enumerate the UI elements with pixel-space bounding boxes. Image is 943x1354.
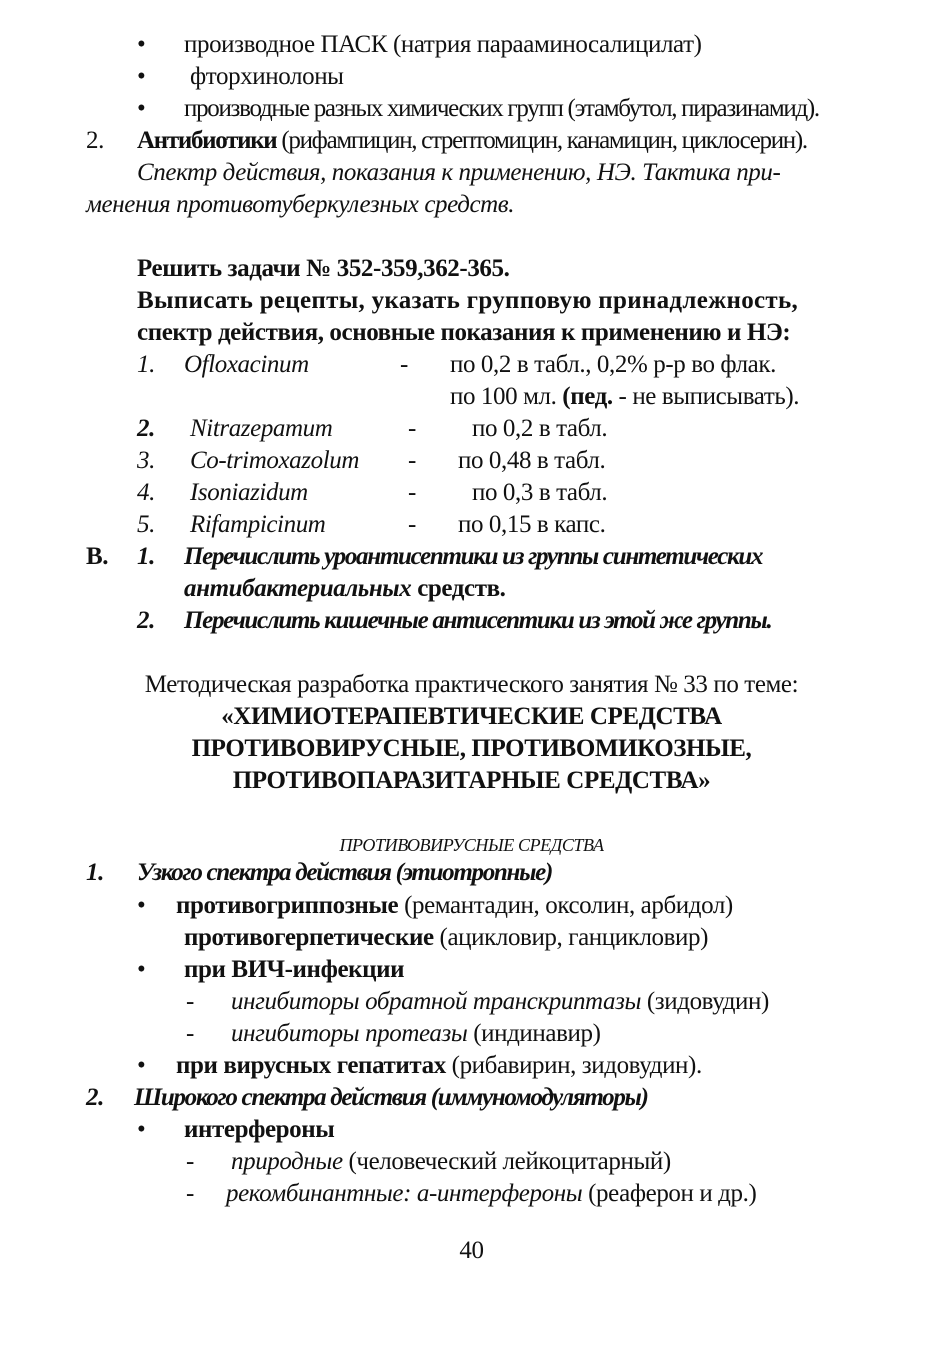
dash-icon: - [186,1148,194,1175]
recipe-name: Nitrazepamum [190,415,333,442]
task-solve: Решить задачи № 352-359,362-365. [137,255,510,282]
recipe-dose-extra [450,382,799,412]
dash-icon: - [186,1020,194,1047]
lesson-title: ПРОТИВОПАРАЗИТАРНЫЕ СРЕДСТВА» [232,767,711,794]
bold-text: средств. [411,575,506,602]
drug-list: (ремантадин, оксолин, арбидол) [398,892,733,919]
recipe-name: Rifampicinum [190,511,326,538]
drug-class [176,1051,702,1081]
bold-text: при вирусных гепатитах [176,1052,446,1079]
section-b-item: Перечислить кишечные антисептики из этой же группы. [184,607,772,634]
dash-icon: - [186,988,194,1015]
item-number: 1. [137,543,155,570]
drug-list: (ацикловир, ганцикловир) [433,924,709,951]
italic-text: Спектр действия, показания к применению, НЭ. Тактика при- [137,159,781,186]
item-number: 2. [86,1084,104,1111]
bold-text: противогриппозные [176,892,399,919]
bullet-icon: • [137,956,146,983]
antibiotics-line [137,126,807,156]
drug-class [176,891,733,921]
list-item: производное ПАСК (натрия парааминосалицилат) [184,31,702,58]
bullet-icon: • [137,1052,146,1079]
drug-subclass [226,1179,756,1209]
italic-text: менения противотуберкулезных средств. [86,191,515,218]
bullet-icon: • [137,1116,146,1143]
recipe-number: 1. [137,351,155,378]
task-prescribe: спектр действия, основные показания к применению и НЭ: [137,319,791,346]
drug-subclass [231,1019,601,1049]
task-prescribe: Выписать рецепты, указать групповую принадлежность, [137,287,799,314]
recipe-dash: - [408,511,416,538]
bullet-icon: • [137,95,146,122]
recipe-number: 3. [137,447,155,474]
recipe-dash: - [408,479,416,506]
recipe-dash: - [408,415,416,442]
item-number: 2. [86,127,104,154]
recipe-dose: по 0,2 в табл., 0,2% р-р во флак. [450,351,776,378]
list-item: производные разных химических групп (этамбутол, пиразинамид). [184,95,819,122]
bullet-icon: • [137,31,146,58]
antibiotics-title: Антибиотики [137,127,277,154]
section-b-item-cont [184,574,506,604]
italic-text: антибактериальных [184,575,412,602]
bullet-icon: • [137,892,146,919]
recipe-dose: по 0,48 в табл. [458,447,606,474]
lesson-title: «ХИМИОТЕРАПЕВТИЧЕСКИЕ СРЕДСТВА [221,703,722,730]
antibiotics-list: (рифампицин, стрептомицин, канамицин, циклосерин). [276,127,807,154]
drug-subclass [231,1147,671,1177]
drug-subclass [231,987,769,1017]
lesson-title: ПРОТИВОВИРУСНЫЕ, ПРОТИВОМИКОЗНЫЕ, [191,735,752,762]
italic-text: рекомбинантные: а-интерфероны [226,1180,583,1207]
item-number: 2. [137,607,155,634]
recipe-dose: по 0,3 в табл. [472,479,608,506]
section-b-item: Перечислить уроантисептики из группы синтетических [184,543,763,570]
recipe-dose: по 0,15 в капс. [458,511,606,538]
drug-list: (рибавирин, зидовудин). [445,1052,702,1079]
page-number: 40 [459,1237,484,1264]
recipe-dash: - [400,351,408,378]
drug-class [184,923,708,953]
drug-list: (человеческий лейкоцитарный) [342,1148,671,1175]
bullet-icon: • [137,63,146,90]
list-item: фторхинолоны [190,63,344,90]
recipe-name: Co-trimoxazolum [190,447,360,474]
drug-class: интерфероны [184,1116,335,1143]
group-title: Узкого спектра действия (этиотропные) [137,859,552,886]
item-number: 1. [86,859,104,886]
dash-icon: - [186,1180,194,1207]
lesson-intro: Методическая разработка практического занятия № 33 по теме: [144,671,799,698]
recipe-ped: (пед. [562,383,613,410]
recipe-number: 5. [137,511,155,538]
recipe-note: - не выписывать). [612,383,800,410]
section-letter: В. [86,543,109,570]
recipe-number: 2. [137,415,155,442]
drug-list: (зидовудин) [641,988,769,1015]
recipe-number: 4. [137,479,155,506]
drug-class: при ВИЧ-инфекции [184,956,405,983]
drug-list: (реаферон и др.) [582,1180,757,1207]
bold-text: противогерпетические [184,924,434,951]
recipe-name: Ofloxacinum [184,351,309,378]
recipe-name: Isoniazidum [190,479,308,506]
italic-text: природные [231,1148,343,1175]
recipe-volume: по 100 мл. [450,383,563,410]
drug-list: (индинавир) [467,1020,601,1047]
italic-text: ингибиторы протеазы [231,1020,468,1047]
recipe-dose: по 0,2 в табл. [472,415,608,442]
italic-text: ингибиторы обратной транскриптазы [231,988,642,1015]
recipe-dash: - [408,447,416,474]
section-heading: ПРОТИВОВИРУСНЫЕ СРЕДСТВА [339,835,604,855]
group-title: Широкого спектра действия (иммуномодуляторы) [134,1084,648,1111]
